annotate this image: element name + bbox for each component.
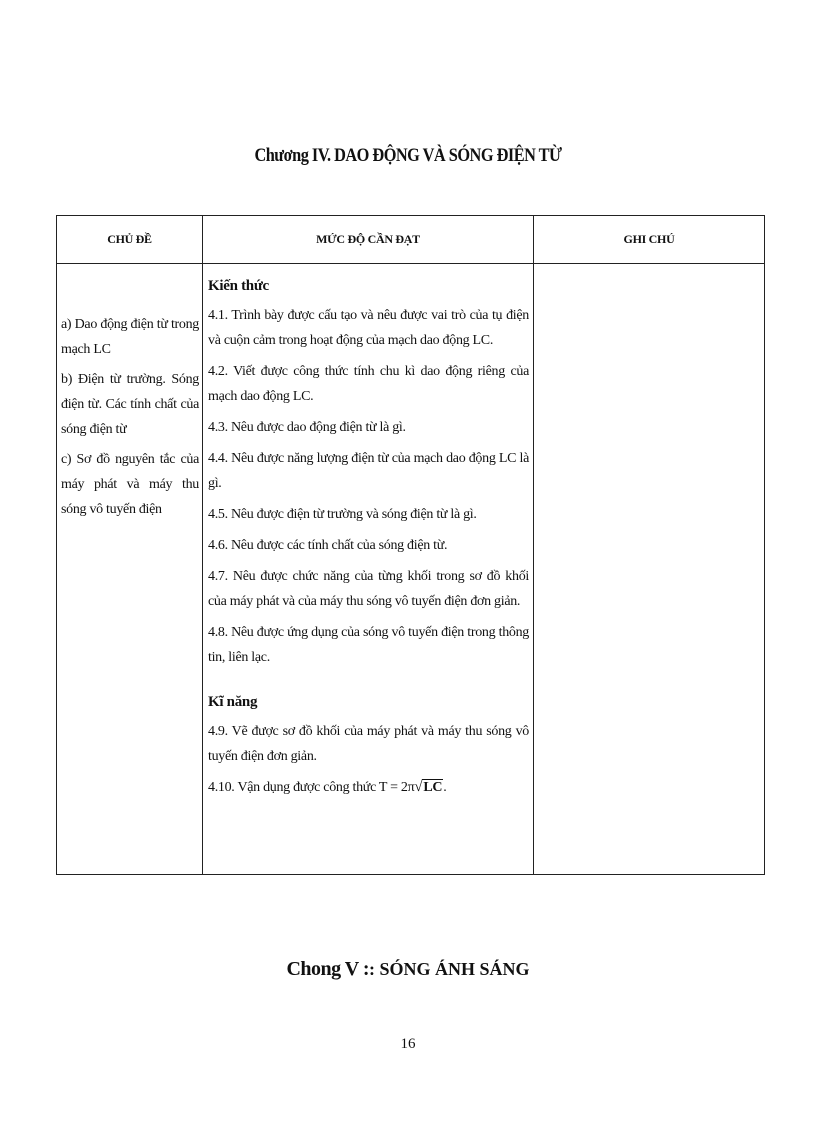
req-item-4-7: 4.7. Nêu được chức năng của từng khối trong sơ đồ khối của máy phát và của máy thu sóng vô tuyến điện đơn giản. bbox=[208, 569, 529, 609]
sqrt-symbol: √ bbox=[414, 779, 423, 795]
topic-item-c: c) Sơ đồ nguyên tắc của máy phát và máy thu sóng vô tuyến điện bbox=[61, 452, 199, 517]
req-item-4-8: 4.8. Nêu được ứng dụng của sóng vô tuyến điện trong thông tin, liên lạc. bbox=[208, 625, 529, 665]
requirement-cell bbox=[203, 264, 534, 875]
skills-heading: Kĩ năng bbox=[208, 694, 258, 710]
req-item-4-2: 4.2. Viết được công thức tính chu kì dao động riêng của mạch dao động LC. bbox=[208, 364, 529, 404]
req-item-4-10 bbox=[208, 775, 529, 800]
table-row bbox=[57, 264, 765, 875]
header-topic: CHỦ ĐỀ bbox=[57, 216, 203, 264]
page-number: 16 bbox=[400, 1036, 416, 1052]
curriculum-table bbox=[56, 215, 765, 875]
header-note: GHI CHÚ bbox=[534, 216, 765, 264]
req-item-4-1: 4.1. Trình bày được cấu tạo và nêu được vai trò của tụ điện và cuộn cảm trong hoạt động của mạch dao động LC. bbox=[208, 308, 529, 348]
topic-item-b: b) Điện từ trường. Sóng điện từ. Các tính chất của sóng điện từ bbox=[61, 372, 199, 437]
req-item-4-6: 4.6. Nêu được các tính chất của sóng điện từ. bbox=[208, 538, 448, 553]
formula-radicand: LC bbox=[423, 780, 443, 795]
chapter-title: Chương IV. DAO ĐỘNG VÀ SÓNG ĐIỆN TỪ bbox=[254, 145, 562, 166]
table-header-row bbox=[57, 216, 765, 264]
header-requirement: MỨC ĐỘ CẦN ĐẠT bbox=[203, 216, 534, 264]
chapter5-prefix: Chong V : bbox=[286, 958, 370, 980]
topic-item-a: a) Dao động điện từ trong mạch LC bbox=[61, 317, 199, 357]
topic-cell bbox=[57, 264, 203, 875]
req-item-4-5: 4.5. Nêu được điện từ trường và sóng điện từ là gì. bbox=[208, 507, 477, 522]
chapter5-title bbox=[0, 958, 816, 981]
formula-prefix: 4.10. Vận dụng được công thức T = 2π bbox=[208, 780, 415, 795]
req-item-4-9: 4.9. Vẽ được sơ đồ khối của máy phát và máy thu sóng vô tuyến điện đơn giản. bbox=[208, 724, 529, 764]
chapter5-title-text: : SÓNG ÁNH SÁNG bbox=[369, 959, 530, 979]
req-item-4-3: 4.3. Nêu được dao động điện từ là gì. bbox=[208, 420, 406, 435]
knowledge-heading: Kiến thức bbox=[208, 278, 269, 294]
formula-suffix: . bbox=[443, 780, 447, 795]
note-cell bbox=[534, 264, 765, 875]
req-item-4-4: 4.4. Nêu được năng lượng điện từ của mạch dao động LC là gì. bbox=[208, 451, 529, 491]
